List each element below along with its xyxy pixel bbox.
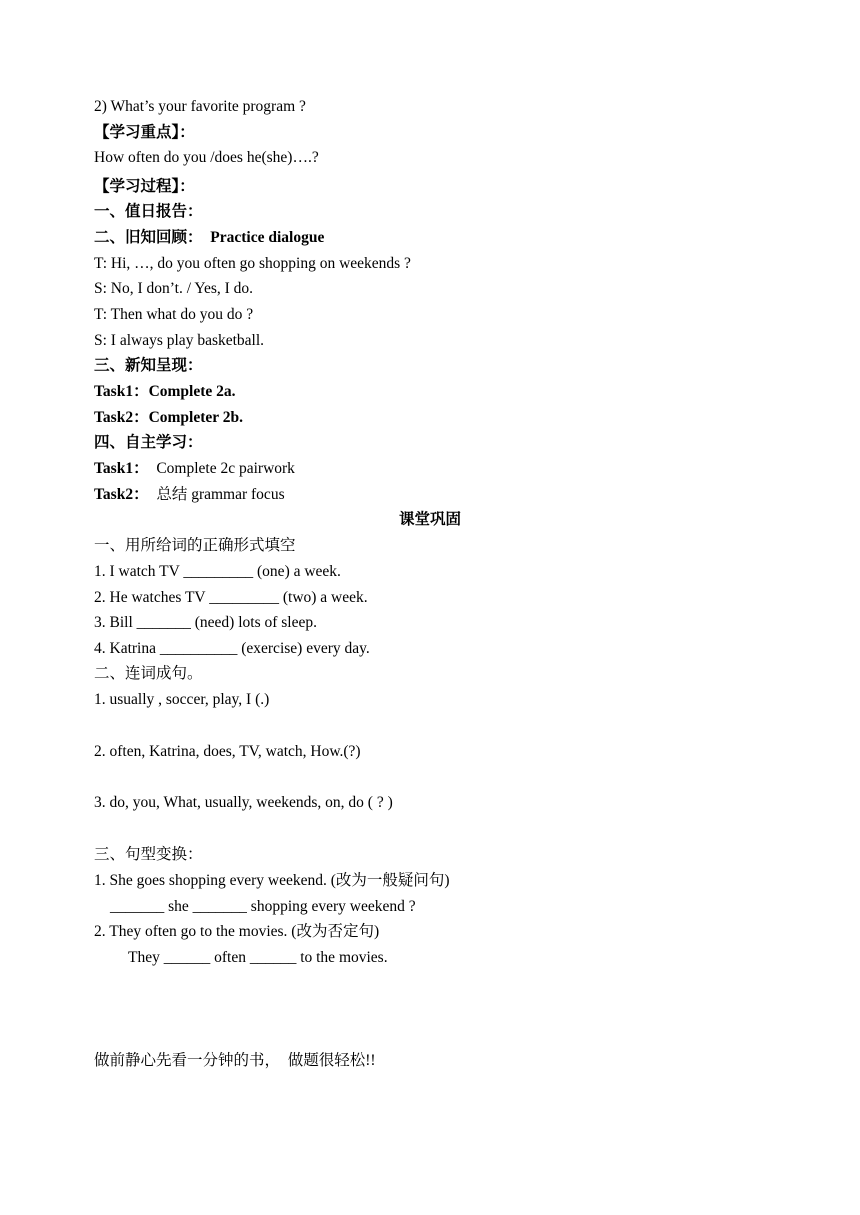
part1-heading: 一、用所给词的正确形式填空 [94,537,296,554]
dialogue-line: T: Then what do you do ? [94,306,254,323]
part3-answer-1: _______ she _______ shopping every weekend ? [110,898,416,915]
part3-answer-2: They ______ often ______ to the movies. [128,949,388,966]
step2-label: 二、旧知回顾： [94,229,203,246]
step4-task1 [94,459,295,479]
step4-self-study: 四、自主学习： [94,434,203,451]
exercise-title: 课堂巩固 [398,511,461,528]
dialogue-line: S: I always play basketball. [94,332,265,349]
step3-task1: Task1：Complete 2a. [94,383,236,400]
step2-title: Practice dialogue [210,229,325,246]
part3-question-2: 2. They often go to the movies. (改为否定句) [94,923,380,940]
dialogue-line: T: Hi, …, do you often go shopping on weekends ? [94,255,411,272]
part1-question: 3. Bill _______ (need) lots of sleep. [94,614,317,631]
part2-question: 3. do, you, What, usually, weekends, on, do ( ? ) [94,794,393,811]
step4-task1-label: Task1： [94,460,149,477]
part2-heading: 二、连词成句。 [94,665,203,682]
footer-note: 做前静心先看一分钟的书， 做题很轻松!! [94,1052,376,1069]
step3-task2: Task2：Completer 2b. [94,409,243,426]
dialogue-line: S: No, I don’t. / Yes, I do. [94,280,254,297]
part2-question: 1. usually , soccer, play, I (.) [94,691,270,708]
objective-item-2: 2) What’s your favorite program ? [94,98,306,115]
part3-heading: 三、句型变换： [94,846,203,863]
key-points-text: How often do you /does he(she)….? [94,149,319,166]
part1-question: 4. Katrina __________ (exercise) every day. [94,640,370,657]
step4-task2-text: 总结 grammar focus [156,486,285,503]
step2-review [94,228,324,248]
key-points-heading: 【学习重点】： [94,124,195,141]
part2-question: 2. often, Katrina, does, TV, watch, How.(?) [94,743,361,760]
step1-duty-report: 一、值日报告： [94,203,203,220]
step4-task2-label: Task2： [94,486,149,503]
step4-task1-text: Complete 2c pairwork [156,460,295,477]
part1-question: 2. He watches TV _________ (two) a week. [94,589,368,606]
part1-question: 1. I watch TV _________ (one) a week. [94,563,341,580]
part3-question-1: 1. She goes shopping every weekend. (改为一般疑问句) [94,872,450,889]
process-heading: 【学习过程】： [94,178,195,195]
step4-task2 [94,485,285,505]
step3-new-knowledge: 三、新知呈现： [94,357,203,374]
